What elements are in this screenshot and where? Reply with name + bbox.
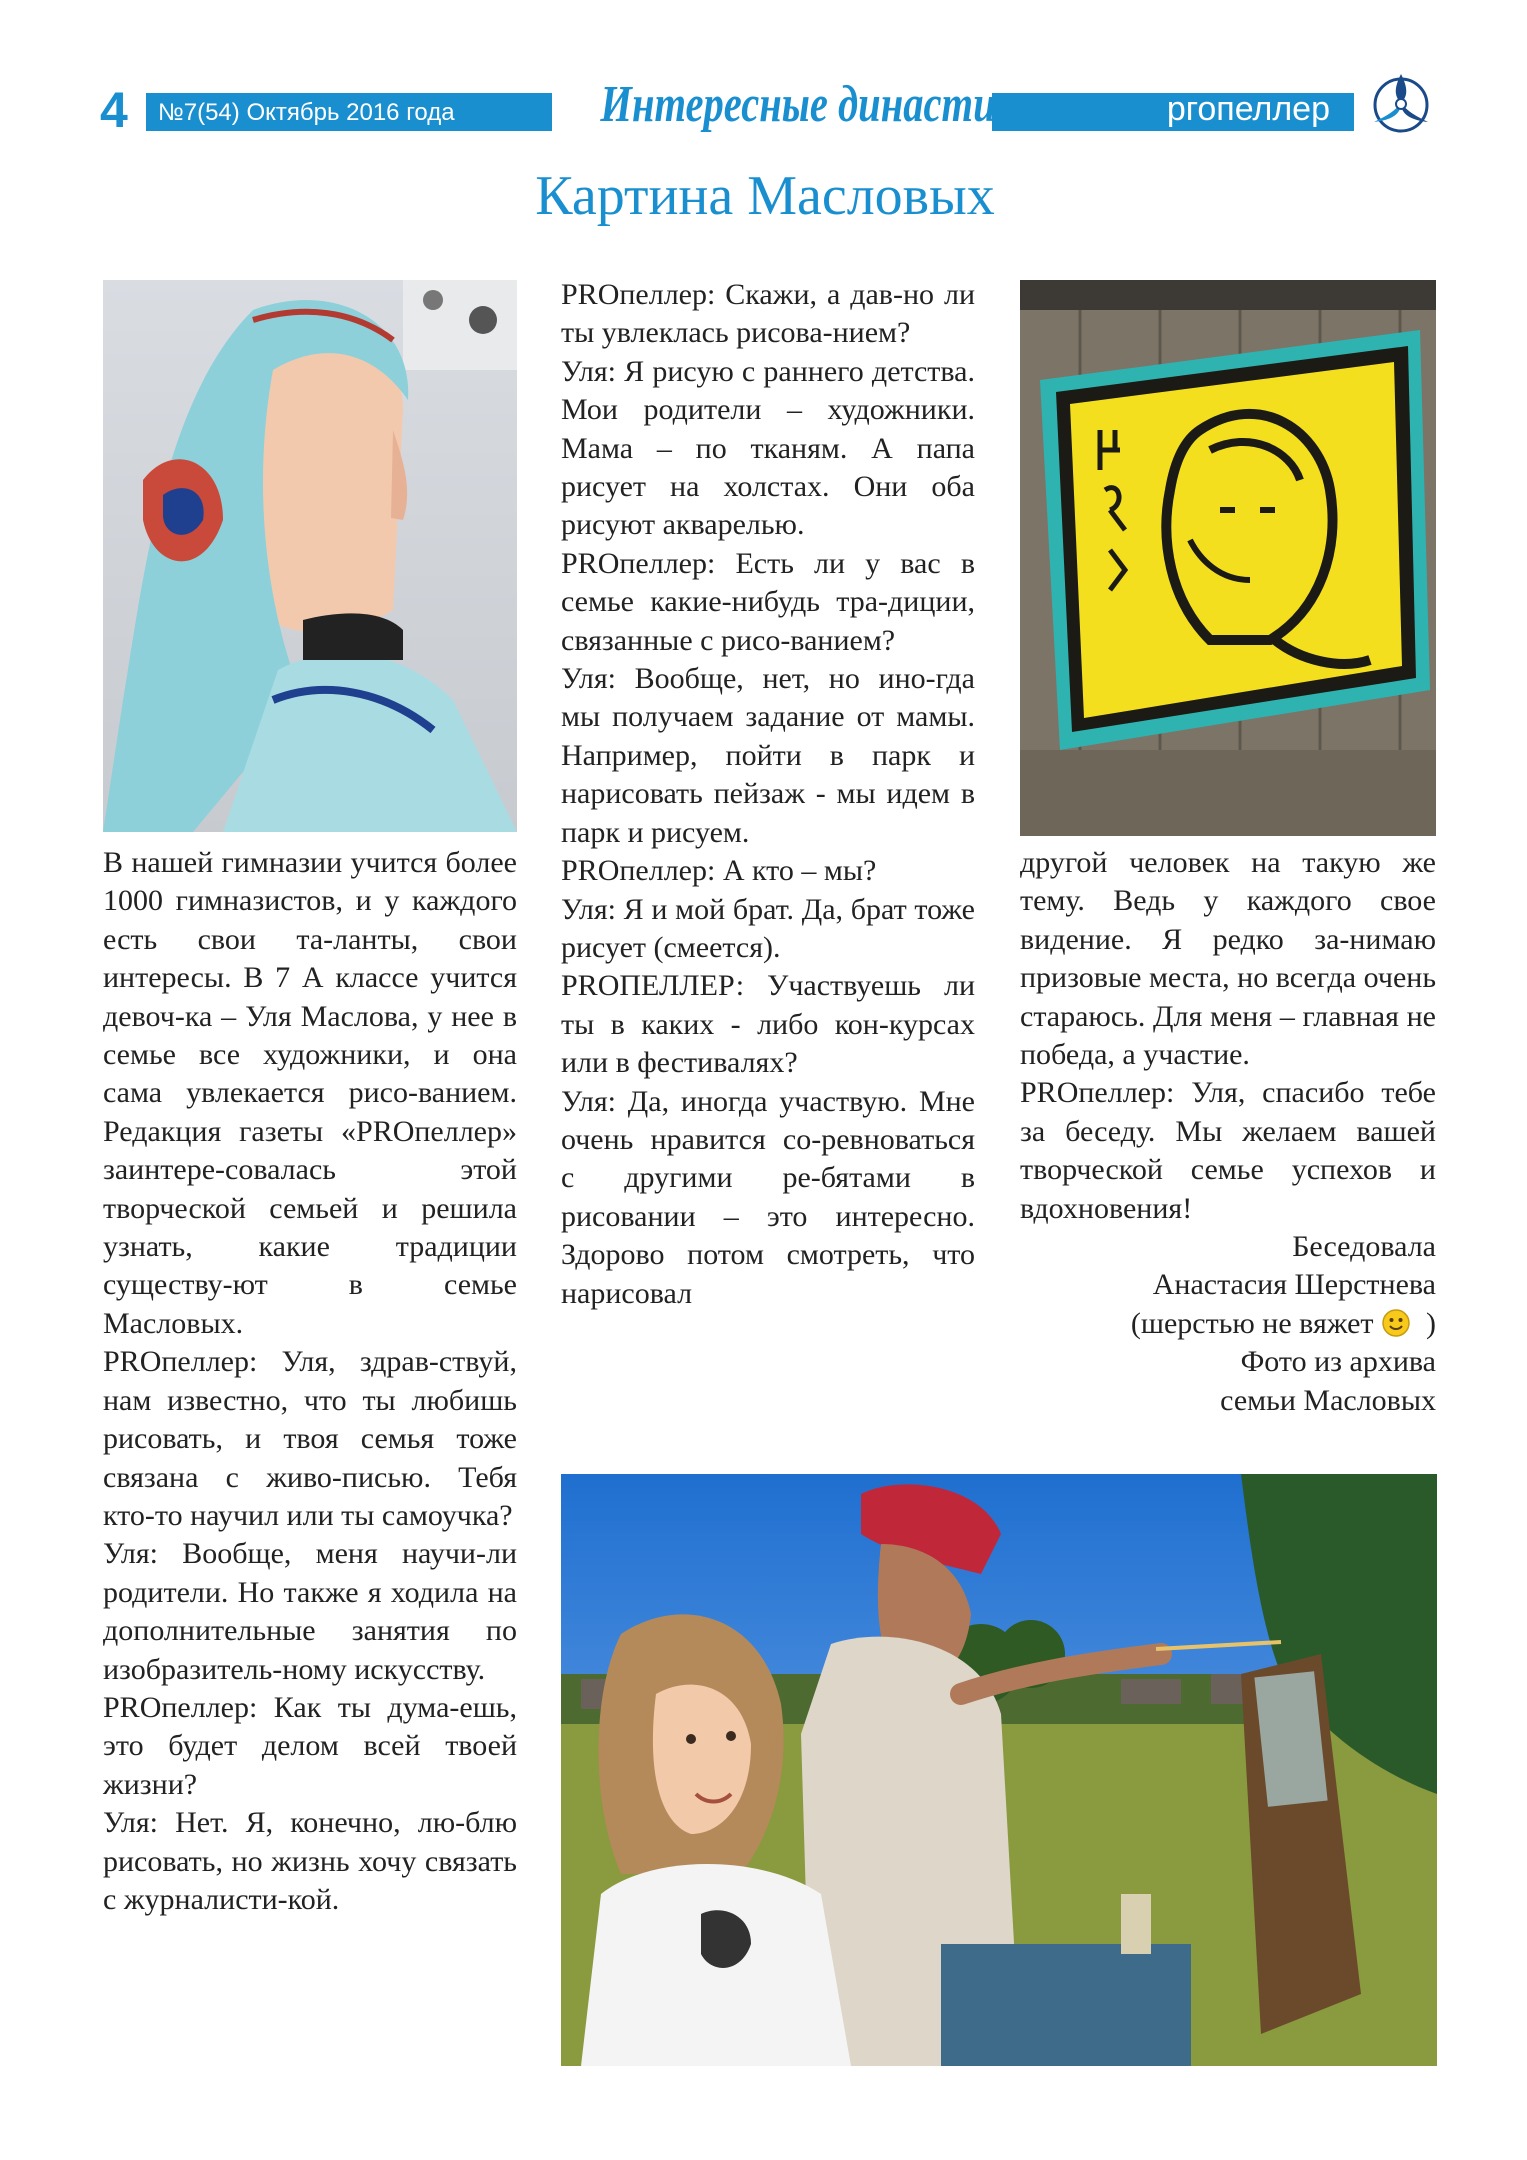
question-paragraph: PROпеллер: Есть ли у вас в семье какие-нибудь тра-диции, связанные с рисо-ванием? <box>561 546 975 657</box>
photo-credit: Фото из архива <box>1240 1345 1436 1379</box>
question-paragraph: PROпеллер: Уля, здрав-ствуй, нам известно, что ты любишь рисовать, и твоя семья тоже связана с живо-писью. Тебя кто-то научил или ты самоучка? <box>103 1345 517 1532</box>
answer-paragraph: Уля: Я рисую с раннего детства. Мои родители – художники. Мама – по тканям. А папа рисует на холстах. Они оба рисуют акварелью. <box>561 354 975 542</box>
rubric-title: Интересные династии <box>600 76 1019 133</box>
author-note-text: (шерстью не вяжет <box>1130 1306 1374 1340</box>
newspaper-name: pгопеллер <box>1166 90 1330 128</box>
smiley-icon <box>1381 1308 1411 1338</box>
answer-paragraph: Уля: Я и мой брат. Да, брат тоже рисует (смеется). <box>561 892 975 964</box>
answer-paragraph: другой человек на такую же тему. Ведь у каждого свое видение. Я редко за-нимаю призовые места, но всегда очень стараюсь. Для меня – главная не победа, а участие. <box>1020 846 1436 1072</box>
author-note <box>1020 1305 1436 1343</box>
article-column-left <box>103 844 517 1919</box>
answer-paragraph: Уля: Вообще, нет, но ино-гда мы получаем задание от мамы. Например, пойти в парк и нарисовать пейзаж - мы идем в парк и рисуем. <box>561 662 975 849</box>
intro-paragraph: В нашей гимназии учится более 1000 гимназистов, и у каждого есть свои та-ланты, свои интересы. В 7 А классе учится девоч-ка – Уля Маслова, у нее в семье все художники, и она сама увлекается рисо-ванием. Редакция газеты «PROпеллер» заинтере-совалась этой творческой семьей и решила узнать, какие традиции существу-ют в семье Масловых. <box>103 846 517 1340</box>
question-paragraph: PROпеллер: Скажи, а дав-но ли ты увлеклась рисова-нием? <box>561 278 975 350</box>
propeller-logo-icon <box>1368 70 1434 136</box>
question-paragraph: PROпеллер: Как ты дума-ешь, это будет делом всей твоей жизни? <box>103 1690 517 1801</box>
closing-paragraph: PROпеллер: Уля, спасибо тебе за беседу. Мы желаем вашей творческой семье успехов и вдохновения! <box>1020 1076 1436 1225</box>
photo-credit-source: семьи Масловых <box>1220 1383 1436 1417</box>
photo-painted-scarf <box>1020 280 1436 836</box>
article-title: Картина Масловых <box>535 165 995 227</box>
question-paragraph: PROпеллер: А кто – мы? <box>561 854 877 888</box>
question-paragraph: PROПЕЛЛЕР: Участвуешь ли ты в каких - либо кон-курсах или в фестивалях? <box>561 969 975 1080</box>
issue-info: №7(54) Октябрь 2016 года <box>158 99 455 126</box>
article-column-right <box>1020 844 1436 1420</box>
photo-girl-in-scarf <box>103 280 517 832</box>
author-note-close: ) <box>1426 1306 1436 1340</box>
answer-paragraph: Уля: Вообще, меня научи-ли родители. Но также я ходила на дополнительные занятия по изобразитель-ному искусству. <box>103 1537 517 1686</box>
author-name: Анастасия Шерстнева <box>1152 1268 1436 1302</box>
answer-paragraph: Уля: Нет. Я, конечно, лю-блю рисовать, но жизнь хочу связать с журналисти-кой. <box>103 1806 517 1916</box>
article-column-middle <box>561 276 975 1313</box>
answer-paragraph: Уля: Да, иногда участвую. Мне очень нравится со-ревноваться с другими ре-бятами в рисовании – это интересно. Здорово потом смотреть, что нарисовал <box>561 1084 975 1310</box>
page-number: 4 <box>100 82 128 138</box>
photo-painting-outdoors <box>561 1474 1437 2066</box>
credit-line: Беседовала <box>1292 1230 1436 1264</box>
